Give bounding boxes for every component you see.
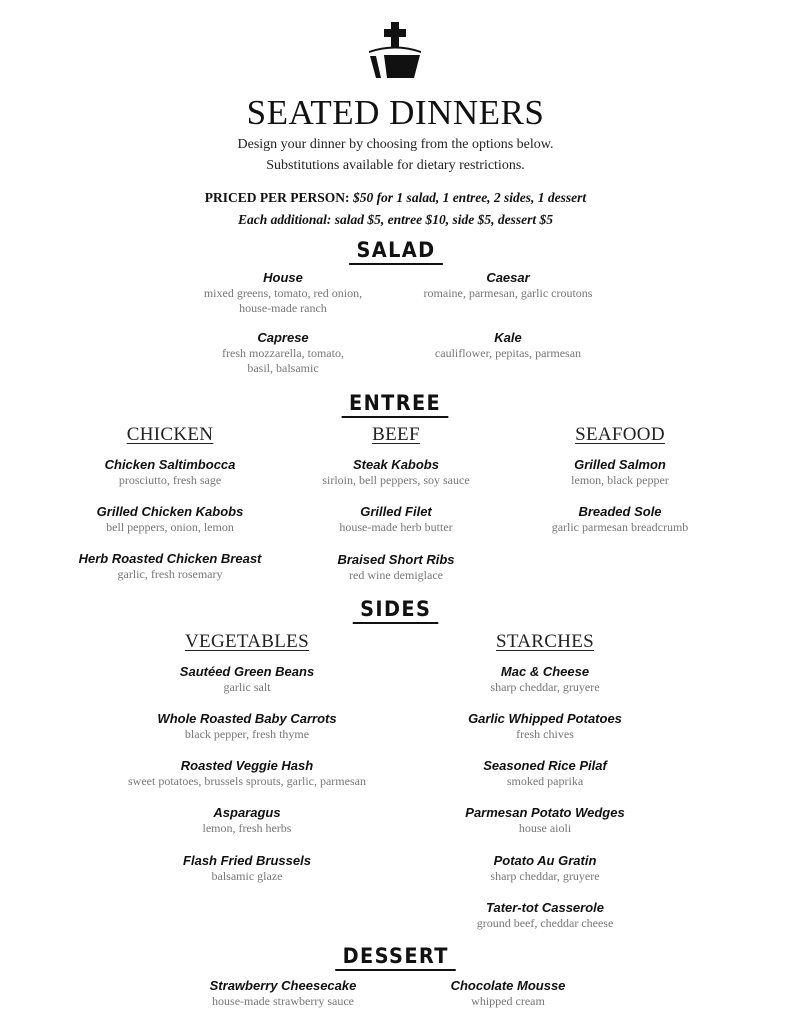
pricing-value: $50 for 1 salad, 1 entree, 2 sides, 1 dessert — [352, 190, 587, 205]
menu-item: Caprese fresh mozzarella, tomato, basil, balsamic — [222, 330, 344, 375]
section-heading-dessert: DESSERT — [0, 944, 791, 971]
menu-item: Grilled Salmon lemon, black pepper — [571, 457, 669, 487]
menu-item: Potato Au Gratin sharp cheddar, gruyere — [490, 853, 600, 883]
menu-item: Chocolate Mousse whipped cream — [450, 978, 566, 1008]
crown-cross-icon — [366, 22, 424, 80]
menu-item: Grilled Chicken Kabobs bell peppers, onion, lemon — [96, 504, 244, 534]
menu-item: Caesar romaine, parmesan, garlic croutons — [423, 270, 593, 300]
category-beef: BEEF — [372, 424, 420, 445]
section-heading-salad: SALAD — [0, 238, 791, 265]
menu-item: Kale cauliflower, pepitas, parmesan — [434, 330, 582, 360]
category-seafood: SEAFOOD — [575, 424, 665, 445]
menu-item: Tater-tot Casserole ground beef, cheddar cheese — [476, 900, 614, 930]
menu-item: Roasted Veggie Hash sweet potatoes, brussels sprouts, garlic, parmesan — [128, 758, 366, 788]
category-vegetables: VEGETABLES — [185, 631, 309, 652]
menu-item: Sautéed Green Beans garlic salt — [179, 664, 315, 694]
intro-line-1: Design your dinner by choosing from the options below. — [237, 137, 554, 152]
menu-item: Herb Roasted Chicken Breast garlic, fresh rosemary — [78, 551, 262, 581]
menu-item: Steak Kabobs sirloin, bell peppers, soy sauce — [322, 457, 470, 487]
menu-item: Flash Fried Brussels balsamic glaze — [183, 853, 311, 883]
menu-item: Garlic Whipped Potatoes fresh chives — [468, 711, 622, 741]
menu-item: Whole Roasted Baby Carrots black pepper, fresh thyme — [157, 711, 337, 741]
menu-item: House mixed greens, tomato, red onion, house-made ranch — [203, 270, 363, 315]
category-chicken: CHICKEN — [126, 424, 214, 445]
menu-item: Seasoned Rice Pilaf smoked paprika — [483, 758, 607, 788]
additional-pricing: Each additional: salad $5, entree $10, side $5, dessert $5 — [238, 212, 553, 227]
menu-item: Breaded Sole garlic parmesan breadcrumb — [551, 504, 689, 534]
section-heading-entree: ENTREE — [0, 391, 791, 418]
pricing-label: PRICED PER PERSON: — [204, 190, 350, 205]
intro-line-2: Substitutions available for dietary restrictions. — [266, 158, 525, 173]
menu-item: Chicken Saltimbocca prosciutto, fresh sage — [104, 457, 236, 487]
menu-item: Strawberry Cheesecake house-made strawberry sauce — [209, 978, 357, 1008]
pricing-line — [0, 190, 791, 206]
section-heading-sides: SIDES — [0, 597, 791, 624]
menu-item: Parmesan Potato Wedges house aioli — [465, 805, 625, 835]
category-starches: STARCHES — [495, 631, 594, 652]
menu-item: Mac & Cheese sharp cheddar, gruyere — [490, 664, 600, 694]
menu-item: Braised Short Ribs red wine demiglace — [337, 552, 455, 582]
page-title: SEATED DINNERS — [246, 93, 545, 132]
menu-item: Grilled Filet house-made herb butter — [339, 504, 453, 534]
menu-item: Asparagus lemon, fresh herbs — [202, 805, 292, 835]
